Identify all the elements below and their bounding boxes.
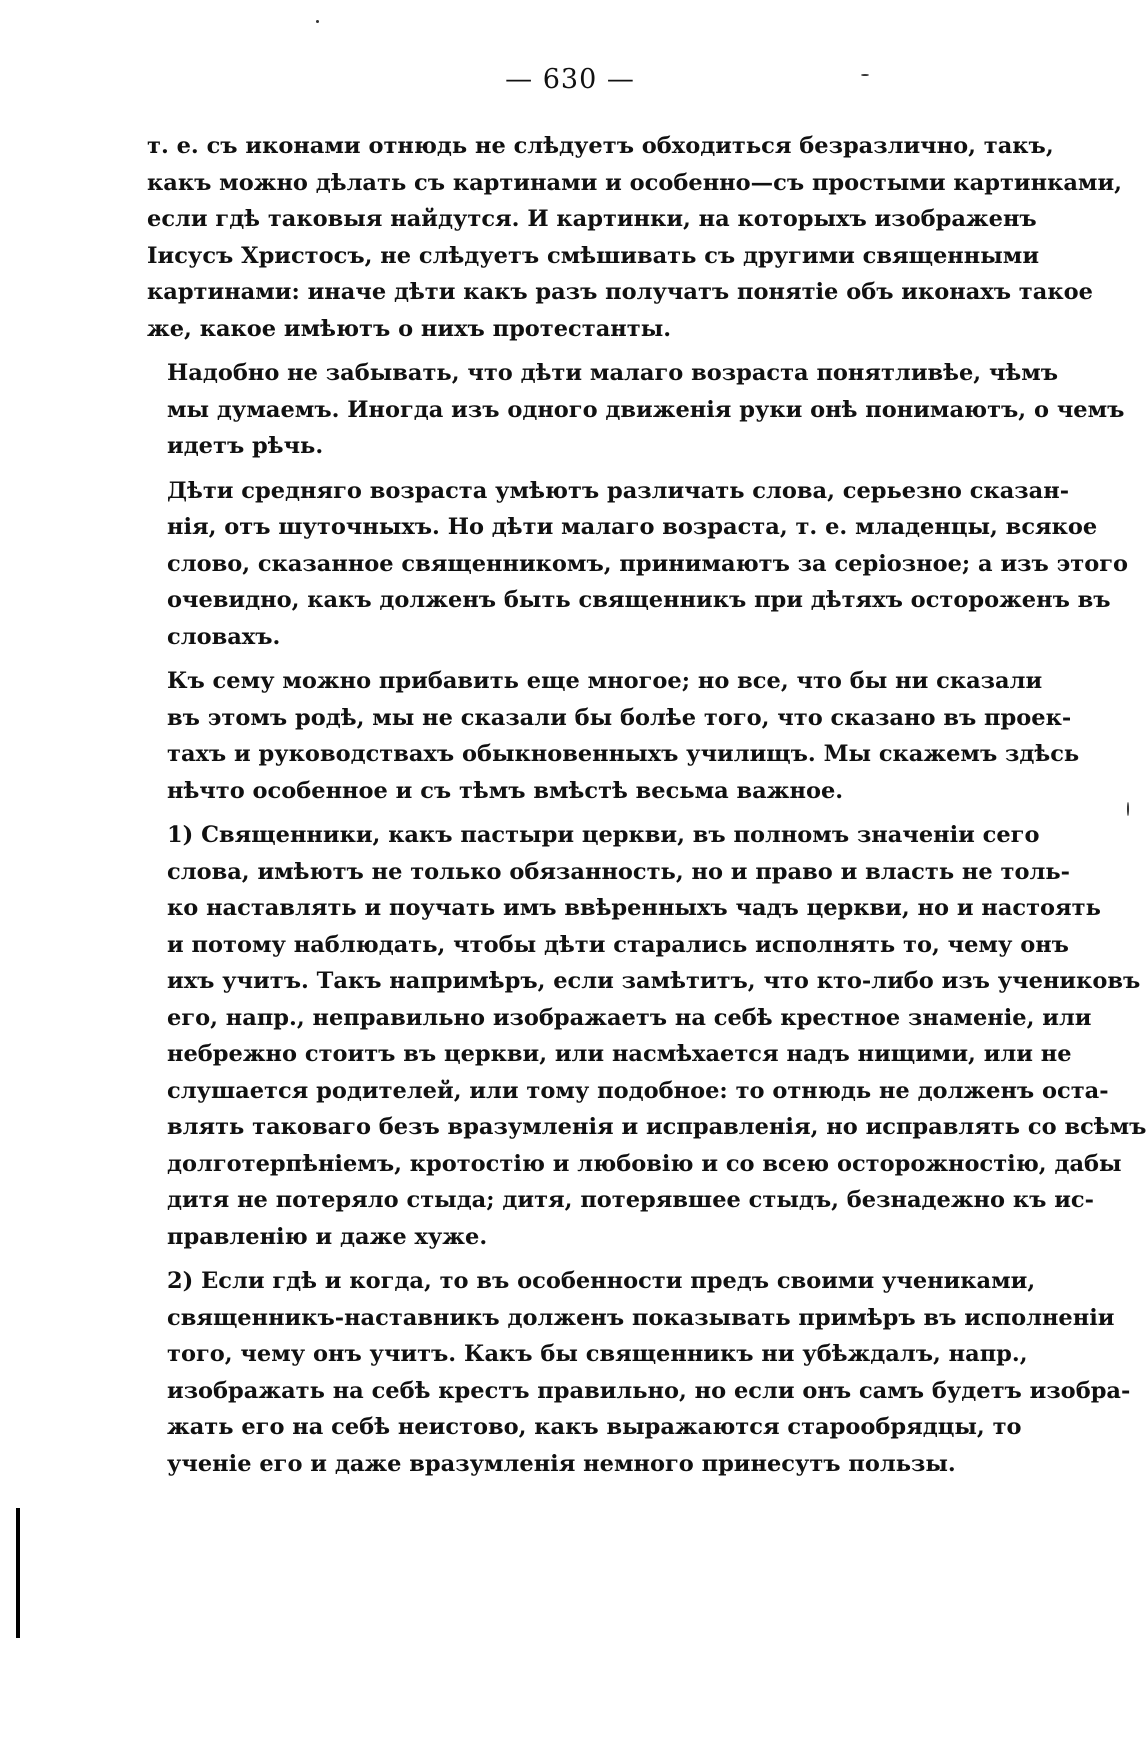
scan-margin-mark	[16, 1508, 20, 1638]
text-line: очевидно, какъ долженъ быть священникъ при дѣтяхъ остороженъ въ	[167, 587, 1111, 613]
text-line: слова, имѣютъ не только обязанность, но и право и власть не толь-	[167, 858, 1070, 885]
text-line: картинами: иначе дѣти какъ разъ получатъ понятіе объ иконахъ такое	[147, 279, 1093, 305]
text-line: небрежно стоитъ въ церкви, или насмѣхается надъ нищими, или не	[167, 1041, 1072, 1067]
text-line: его, напр., неправильно изображаетъ на себѣ крестное знаменіе, или	[167, 1004, 1092, 1031]
text-line: слушается родителей, или тому подобное: то отнюдь не долженъ оста-	[167, 1077, 1109, 1104]
text-line: жать его на себѣ неистово, какъ выражаются старообрядцы, то	[167, 1414, 1022, 1440]
text-line: и потому наблюдать, чтобы дѣти старались исполнять то, чему онъ	[167, 931, 1069, 958]
text-line: того, чему онъ учитъ. Какъ бы священникъ ни убѣждалъ, напр.,	[167, 1341, 1028, 1367]
text-line: правленію и даже хуже.	[167, 1223, 488, 1250]
paragraph-3	[147, 473, 1129, 656]
text-line: словахъ.	[167, 623, 281, 650]
text-line: Дѣти средняго возраста умѣютъ различать слова, серьезно сказан-	[167, 477, 1070, 504]
text-line: ученіе его и даже вразумленія немного принесутъ пользы.	[167, 1450, 956, 1477]
text-line: же, какое имѣютъ о нихъ протестанты.	[147, 315, 672, 342]
text-line: Надобно не забывать, что дѣти малаго возраста понятливѣе, чѣмъ	[167, 360, 1059, 386]
text-line: мы думаемъ. Иногда изъ одного движенія руки онѣ понимаютъ, о чемъ	[167, 396, 1125, 423]
scan-speck	[1127, 802, 1129, 816]
text-line: идетъ рѣчь.	[167, 433, 324, 459]
text-line: нѣчто особенное и съ тѣмъ вмѣстѣ весьма важное.	[167, 777, 844, 804]
text-line: священникъ-наставникъ долженъ показывать примѣръ въ исполненіи	[167, 1304, 1115, 1331]
text-line: Іисусъ Христосъ, не слѣдуетъ смѣшивать съ другими священными	[147, 242, 1040, 269]
text-line: ихъ учитъ. Такъ напримѣръ, если замѣтитъ, что кто-либо изъ учениковъ	[167, 968, 1141, 994]
text-line: 1) Священники, какъ пастыри церкви, въ полномъ значеніи сего	[167, 822, 1040, 848]
page-number: — 630 —	[505, 64, 635, 95]
text-line: тахъ и руководствахъ обыкновенныхъ училищъ. Мы скажемъ здѣсь	[167, 741, 1080, 767]
text-line: слово, сказанное священникомъ, принимаютъ за серіозное; а изъ этого	[167, 550, 1129, 577]
text-line: какъ можно дѣлать съ картинами и особенно—съ простыми картинками,	[147, 169, 1122, 196]
text-line: нія, отъ шуточныхъ. Но дѣти малаго возраста, т. е. младенцы, всякое	[167, 514, 1098, 540]
text-line: т. е. съ иконами отнюдь не слѣдуетъ обходиться безразлично, такъ,	[147, 133, 1054, 159]
paragraph-2	[147, 355, 1125, 465]
text-line: дитя не потеряло стыда; дитя, потерявшее стыдъ, безнадежно къ ис-	[167, 1187, 1094, 1213]
text-line: ко наставлять и поучать имъ ввѣренныхъ чадъ церкви, но и настоять	[167, 895, 1101, 921]
text-line: если гдѣ таковыя найдутся. И картинки, на которыхъ изображенъ	[147, 206, 1037, 232]
paragraph-6	[147, 1263, 1131, 1482]
scan-speck	[316, 20, 319, 23]
paragraph-1	[147, 128, 1122, 347]
text-line: долготерпѣніемъ, кротостію и любовію и со всею осторожностію, дабы	[167, 1150, 1122, 1177]
paragraph-4	[147, 663, 1080, 809]
text-line: Къ сему можно прибавить еще многое; но все, что бы ни сказали	[167, 668, 1043, 694]
text-line: влять таковаго безъ вразумленія и исправленія, но исправлять со всѣмъ	[167, 1114, 1146, 1140]
paragraph-5	[147, 817, 1146, 1255]
text-line: изображать на себѣ крестъ правильно, но если онъ самъ будетъ изобра-	[167, 1377, 1131, 1404]
text-line: въ этомъ родѣ, мы не сказали бы болѣе того, что сказано въ проек-	[167, 704, 1072, 731]
body-text	[147, 128, 1146, 1490]
scan-speck	[861, 74, 869, 76]
text-line: 2) Если гдѣ и когда, то въ особенности предъ своими учениками,	[167, 1268, 1036, 1294]
